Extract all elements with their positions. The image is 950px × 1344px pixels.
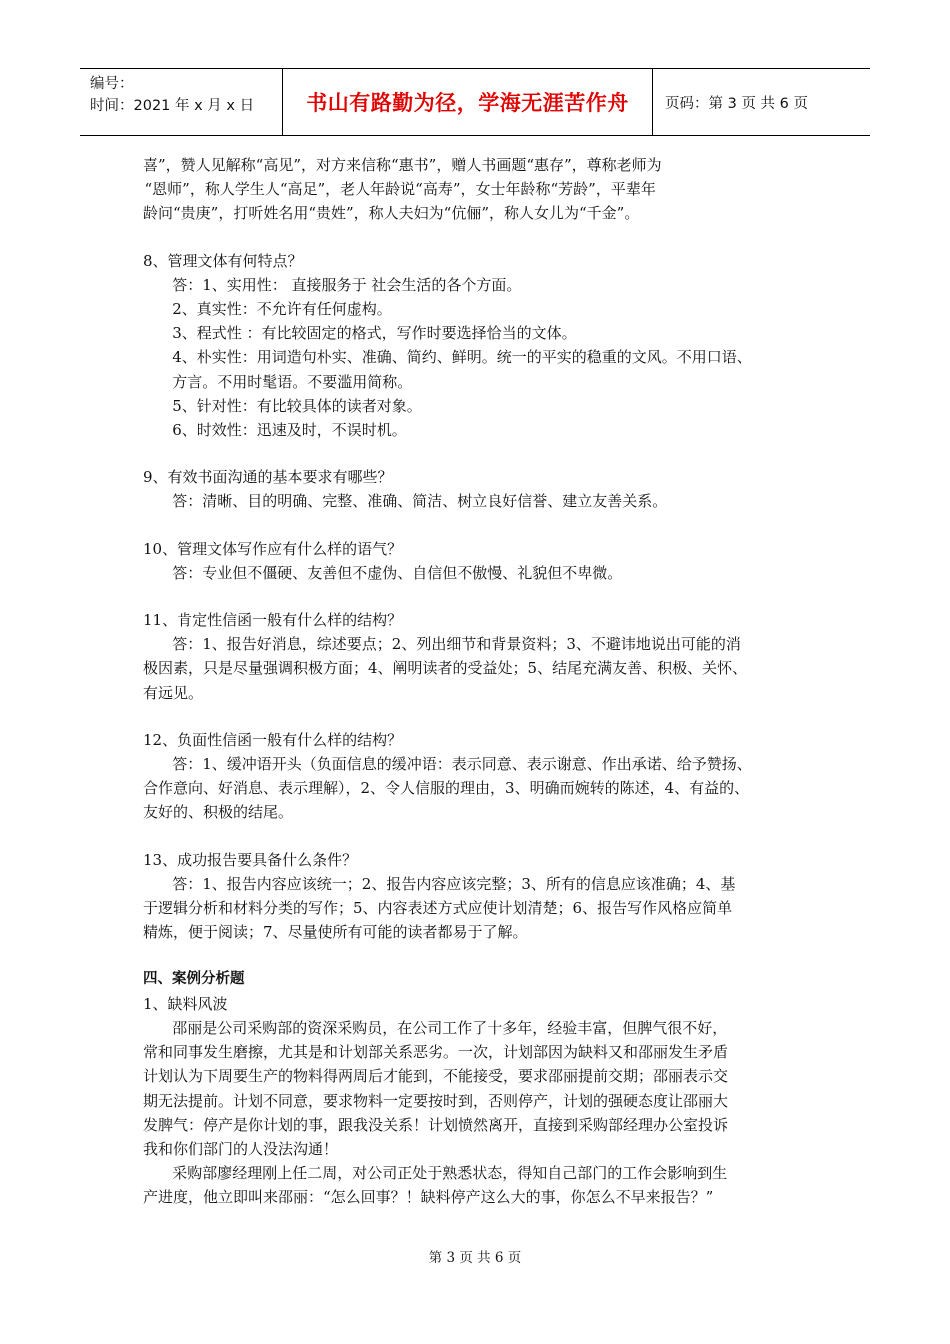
answer-8-item: 3、程式性 ：有比较固定的格式，写作时要选择恰当的文体。 <box>172 324 577 343</box>
section-heading: 四、案例分析题 <box>143 971 245 988</box>
answer-12-line: 友好的、积极的结尾。 <box>143 803 294 822</box>
header-motto: 书山有路勤为径，学海无涯苦作舟 <box>306 91 629 115</box>
case-paragraph-line: 计划认为下周要生产的物料得两周后才能到，不能接受，要求邵丽提前交期；邵丽表示交 <box>143 1067 729 1086</box>
question-10: 10、管理文体写作应有什么样的语气？ <box>143 539 403 558</box>
answer-12-line: 答：1、缓冲语开头（负面信息的缓冲语：表示同意、表示谢意、作出承诺、给予赞扬、 <box>172 755 752 774</box>
question-8: 8、管理文体有何特点？ <box>143 251 303 270</box>
case-paragraph-line: 发脾气：停产是你计划的事，跟我没关系！计划愤然离开，直接到采购部经理办公室投诉 <box>143 1115 729 1134</box>
document-body <box>143 153 823 1210</box>
answer-12-line: 合作意向、好消息、表示理解），2、令人信服的理由，3、明确而婉转的陈述，4、有益的、 <box>143 779 750 798</box>
case-paragraph-line: 产进度，他立即叫来邵丽：“怎么回事？！缺料停产这么大的事，你怎么不早来报告？” <box>143 1188 714 1207</box>
document-time-label: 时间：2021 年 x 月 x 日 <box>90 98 255 114</box>
answer-13-line: 精炼，便于阅读；7、尽量使所有可能的读者都易于了解。 <box>143 923 528 942</box>
case-paragraph-line: 我和你们部门的人没法沟通！ <box>143 1139 339 1158</box>
answer-8-first: 答：1、实用性： 直接服务于 社会生活的各个方面。 <box>172 275 522 294</box>
page-header <box>80 68 870 136</box>
answer-8-item: 方言。不用时髦语。不要滥用简称。 <box>172 372 413 391</box>
case-paragraph-line: 邵丽是公司采购部的资深采购员，在公司工作了十多年，经验丰富，但脾气很不好， <box>172 1018 728 1037</box>
intro-line: 龄问“贵庚”，打听姓名用“贵姓”，称人夫妇为“伉俪”，称人女儿为“千金”。 <box>143 204 640 223</box>
answer-13-line: 答：1、报告内容应该统一；2、报告内容应该完整；3、所有的信息应该准确；4、基 <box>172 874 736 893</box>
answer-11-line: 极因素，只是尽量强调积极方面；4、阐明读者的受益处；5、结尾充满友善、积极、关怀、 <box>143 659 748 678</box>
answer-8-item: 2、真实性：不允许有任何虚构。 <box>172 300 392 319</box>
answer-13-line: 于逻辑分析和材料分类的写作；5、内容表述方式应使计划清楚；6、报告写作风格应简单 <box>143 899 733 918</box>
answer-11-line: 有远见。 <box>143 683 204 702</box>
intro-line: 喜”，赞人见解称“高见”，对方来信称“惠书”，赠人书画题“惠存”，尊称老师为 <box>143 156 662 174</box>
header-meta <box>80 69 283 135</box>
case-paragraph-line: 常和同事发生磨擦，尤其是和计划部关系恶劣。一次，计划部因为缺料又和邵丽发生矛盾 <box>143 1043 729 1062</box>
case-paragraph-line: 期无法提前。计划不同意，要求物料一定要按时到，否则停产，计划的强硬态度让邵丽大 <box>143 1091 729 1110</box>
question-12: 12、负面性信函一般有什么样的结构？ <box>143 730 403 749</box>
answer-8-item: 4、朴实性：用词造句朴实、准确、简约、鲜明。统一的平实的稳重的文风。不用口语、 <box>172 348 752 367</box>
case-title: 1、缺料风波 <box>143 994 228 1013</box>
answer-8-item: 5、针对性：有比较具体的读者对象。 <box>172 396 422 415</box>
answer-10: 答：专业但不僵硬、友善但不虚伪、自信但不傲慢、礼貌但不卑微。 <box>172 563 623 582</box>
case-paragraph-line: 采购部廖经理刚上任二周，对公司正处于熟悉状态，得知自己部门的工作会影响到生 <box>172 1164 728 1183</box>
answer-8-item: 6、时效性：迅速及时，不误时机。 <box>172 421 407 440</box>
intro-line: “恩师”，称人学生人“高足”，老人年龄说“高寿”，女士年龄称“芳龄”，平辈年 <box>144 180 656 199</box>
question-9: 9、有效书面沟通的基本要求有哪些？ <box>143 468 393 487</box>
document-number-label: 编号： <box>90 76 134 92</box>
header-motto-cell <box>283 69 653 135</box>
question-13: 13、成功报告要具备什么条件？ <box>143 850 358 869</box>
question-11: 11、肯定性信函一般有什么样的结构？ <box>143 611 403 630</box>
header-page-code: 页码：第 3 页 共 6 页 <box>665 95 808 112</box>
answer-9: 答：清晰、目的明确、完整、准确、简洁、树立良好信誉、建立友善关系。 <box>172 492 668 511</box>
answer-11-line: 答：1、报告好消息，综述要点；2、列出细节和背景资料；3、不避讳地说出可能的消 <box>172 635 741 654</box>
page-footer: 第 3 页 共 6 页 <box>428 1250 522 1266</box>
